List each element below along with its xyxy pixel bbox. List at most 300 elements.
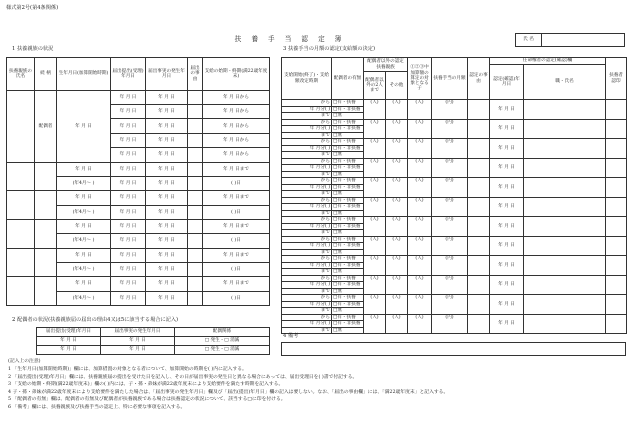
- add-child-cell: (人): [408, 275, 432, 295]
- spouse-have-cell: □有・非扶養: [332, 321, 364, 328]
- non-spouse-other-cell: (人): [386, 119, 408, 139]
- allowance-row: [282, 197, 627, 204]
- add-child-cell: (人): [408, 314, 432, 334]
- birthdate-cell: 年 月 日: [57, 191, 111, 205]
- birthdate-cell: 年 月 日: [57, 277, 111, 291]
- allowance-table: [281, 57, 627, 334]
- auth-date-cell: 年 月 日: [490, 236, 524, 256]
- reason-cell[interactable]: [188, 133, 203, 147]
- dependent-name-cell[interactable]: [7, 162, 35, 191]
- confirm-seal-cell[interactable]: [606, 139, 627, 159]
- reason-cell[interactable]: [188, 234, 203, 248]
- section3-title: 3 扶養手当の月額の認定(支給額の決定): [283, 46, 375, 52]
- dependent-row: [7, 277, 270, 291]
- col-confirm-seal: 扶養者認印: [606, 58, 627, 100]
- col-non-spouse-two: 配偶者以外の2人まで: [364, 72, 386, 100]
- start-period-cell: まで: [282, 230, 332, 237]
- payment-period-cell: ( )日: [203, 205, 270, 219]
- spouse-have-cell: □有・非扶養: [332, 184, 364, 191]
- reason-cell[interactable]: [188, 176, 203, 190]
- reason-cell[interactable]: [468, 217, 490, 237]
- submitted-date-cell: 年 月 日: [111, 205, 146, 219]
- spouse-submitted-cell: 年 月 日: [37, 346, 101, 355]
- non-spouse-other-cell: (人): [386, 295, 408, 315]
- payment-period-cell: 年 月 日まで: [203, 191, 270, 205]
- relation-cell: 配偶者: [35, 90, 57, 162]
- add-child-cell: (人): [408, 295, 432, 315]
- col-spouse-have: 配偶者の有無: [332, 58, 364, 100]
- non-spouse-other-cell: (人): [386, 314, 408, 334]
- spouse-have-cell: □有・非扶養: [332, 106, 364, 113]
- reason-cell[interactable]: [468, 236, 490, 256]
- start-period-cell: から: [282, 236, 332, 243]
- spouse-have-cell: □有・非扶養: [332, 145, 364, 152]
- spouse-have-cell: □有・非扶養: [332, 282, 364, 289]
- monthly-amount-cell: (円): [432, 217, 468, 237]
- start-period-cell: まで: [282, 249, 332, 256]
- submitted-date-cell: 年 月 日: [111, 148, 146, 162]
- payment-period-cell: ( )日: [203, 234, 270, 248]
- reason-cell[interactable]: [468, 100, 490, 120]
- payment-from-cell: 年 月 日から: [203, 119, 270, 133]
- relation-cell[interactable]: [35, 162, 57, 191]
- non-spouse-two-cell: (人): [364, 139, 386, 159]
- birthdate-cell: 年 月 日: [57, 219, 111, 233]
- spouse-have-cell: □無: [332, 210, 364, 217]
- occurrence-date-cell: 年 月 日: [146, 248, 188, 262]
- dependent-row: [7, 248, 270, 262]
- auth-name-cell[interactable]: [524, 178, 606, 198]
- note-item: 5 「配偶者の有無」欄は、配偶者の有無及び配偶者が扶養親族である場合は扶養認定の状況について、該当する□に印を付ける。: [8, 397, 286, 403]
- name-box: [515, 33, 625, 47]
- non-spouse-other-cell: (人): [386, 139, 408, 159]
- remarks-box[interactable]: [281, 342, 626, 356]
- occurrence-date-cell: 年 月 日: [146, 234, 188, 248]
- form-title: 扶 養 手 当 認 定 簿: [234, 35, 346, 43]
- col-dependent-name: 扶養親族の氏名: [7, 58, 35, 91]
- payment-from-cell: 年 月 日から: [203, 105, 270, 119]
- notes: [8, 358, 448, 411]
- auth-name-cell[interactable]: [524, 100, 606, 120]
- submitted-date-cell: 年 月 日: [111, 262, 146, 276]
- auth-date-cell: 年 月 日: [490, 217, 524, 237]
- start-period-cell: から: [282, 295, 332, 302]
- col-authority: 任命権者の認定(確認)欄: [490, 58, 606, 65]
- reason-cell[interactable]: [468, 119, 490, 139]
- payment-period-cell: 年 月 日まで: [203, 162, 270, 176]
- start-period-cell: から: [282, 314, 332, 321]
- col-auth-name: 職・氏名: [524, 65, 606, 100]
- confirm-seal-cell[interactable]: [606, 256, 627, 276]
- dependent-name-cell[interactable]: [7, 277, 35, 306]
- submitted-date-cell: 年 月 日: [111, 277, 146, 291]
- birthdate-note-cell: (年4月〜 ): [57, 291, 111, 305]
- relation-cell[interactable]: [35, 248, 57, 277]
- monthly-amount-cell: (円): [432, 295, 468, 315]
- col-spouse-relation: 配偶関係: [175, 328, 270, 337]
- dependent-row: [7, 162, 270, 176]
- monthly-amount-cell: (円): [432, 100, 468, 120]
- allowance-row: [282, 100, 627, 107]
- reason-cell[interactable]: [468, 158, 490, 178]
- non-spouse-two-cell: (人): [364, 256, 386, 276]
- spouse-have-cell: □無: [332, 132, 364, 139]
- confirm-seal-cell[interactable]: [606, 158, 627, 178]
- non-spouse-other-cell: (人): [386, 275, 408, 295]
- submitted-date-cell: 年 月 日: [111, 176, 146, 190]
- occurrence-date-cell: 年 月 日: [146, 176, 188, 190]
- allowance-row: [282, 217, 627, 224]
- non-spouse-two-cell: (人): [364, 217, 386, 237]
- spouse-have-cell: □有・扶養: [332, 197, 364, 204]
- auth-name-cell[interactable]: [524, 139, 606, 159]
- payment-period-cell: 年 月 日まで: [203, 219, 270, 233]
- relation-cell[interactable]: [35, 219, 57, 248]
- non-spouse-other-cell: (人): [386, 236, 408, 256]
- start-period-cell: から: [282, 217, 332, 224]
- add-child-cell: (人): [408, 256, 432, 276]
- spouse-have-cell: □有・非扶養: [332, 243, 364, 250]
- confirm-seal-cell[interactable]: [606, 236, 627, 256]
- submitted-date-cell: 年 月 日: [111, 234, 146, 248]
- start-period-cell: 年 月分( ): [282, 106, 332, 113]
- spouse-have-cell: □有・扶養: [332, 236, 364, 243]
- birthdate-note-cell: (年4月〜 ): [57, 234, 111, 248]
- name-label: 氏 名: [516, 34, 542, 47]
- occurrence-date-cell: 年 月 日: [146, 262, 188, 276]
- reason-cell[interactable]: [188, 262, 203, 276]
- payment-from-cell: 年 月 日から: [203, 90, 270, 104]
- relation-cell[interactable]: [35, 191, 57, 220]
- start-period-cell: 年 月分( ): [282, 165, 332, 172]
- spouse-have-cell: □有・扶養: [332, 314, 364, 321]
- spouse-have-cell: □有・扶養: [332, 100, 364, 107]
- allowance-row: [282, 236, 627, 243]
- payment-period-cell: ( )日: [203, 291, 270, 305]
- birthdate-note-cell: (年4月〜 ): [57, 205, 111, 219]
- relation-cell[interactable]: [35, 277, 57, 306]
- auth-name-cell[interactable]: [524, 236, 606, 256]
- occurrence-date-cell: 年 月 日: [146, 219, 188, 233]
- start-period-cell: 年 月分( ): [282, 223, 332, 230]
- allowance-row: [282, 139, 627, 146]
- add-child-cell: (人): [408, 178, 432, 198]
- note-item: 3 「支給の始期・終期(満22歳年度末)」欄の( )内には、子・孫・弟妹が満22歳年度末により支給要件を満たす時期を記入する。: [8, 382, 284, 388]
- submitted-date-cell: 年 月 日: [111, 291, 146, 305]
- submitted-date-cell: 年 月 日: [111, 133, 146, 147]
- occurrence-date-cell: 年 月 日: [146, 105, 188, 119]
- submitted-date-cell: 年 月 日: [111, 191, 146, 205]
- reason-cell[interactable]: [188, 248, 203, 262]
- start-period-cell: から: [282, 178, 332, 185]
- non-spouse-other-cell: (人): [386, 217, 408, 237]
- start-period-cell: から: [282, 158, 332, 165]
- col-relation: 続 柄: [35, 58, 57, 91]
- non-spouse-two-cell: (人): [364, 178, 386, 198]
- occurrence-date-cell: 年 月 日: [146, 205, 188, 219]
- non-spouse-two-cell: (人): [364, 295, 386, 315]
- allowance-row: [282, 314, 627, 321]
- allowance-row: [282, 275, 627, 282]
- start-period-cell: から: [282, 197, 332, 204]
- reason-cell[interactable]: [188, 191, 203, 205]
- spouse-row: [37, 346, 270, 355]
- reason-cell[interactable]: [468, 178, 490, 198]
- auth-name-cell[interactable]: [524, 217, 606, 237]
- monthly-amount-cell: (円): [432, 119, 468, 139]
- confirm-seal-cell[interactable]: [606, 178, 627, 198]
- auth-date-cell: 年 月 日: [490, 100, 524, 120]
- allowance-row: [282, 178, 627, 185]
- confirm-seal-cell[interactable]: [606, 217, 627, 237]
- monthly-amount-cell: (円): [432, 275, 468, 295]
- col-monthly-amount: 扶養手当の月額: [432, 58, 468, 100]
- auth-date-cell: 年 月 日: [490, 197, 524, 217]
- occurrence-date-cell: 年 月 日: [146, 133, 188, 147]
- allowance-row: [282, 119, 627, 126]
- spouse-have-cell: □有・非扶養: [332, 165, 364, 172]
- spouse-have-cell: □無: [332, 269, 364, 276]
- payment-from-cell: 年 月 日から: [203, 133, 270, 147]
- reason-cell[interactable]: [468, 197, 490, 217]
- allowance-row: [282, 256, 627, 263]
- reason-cell[interactable]: [188, 291, 203, 305]
- section4-title: 4 備考: [283, 333, 299, 339]
- dependent-row: [7, 90, 270, 104]
- non-spouse-two-cell: (人): [364, 275, 386, 295]
- birthdate-cell: 年 月 日: [57, 162, 111, 176]
- spouse-submitted-cell: 年 月 日: [37, 337, 101, 346]
- auth-date-cell: 年 月 日: [490, 256, 524, 276]
- birthdate-cell: 年 月 日: [57, 90, 111, 162]
- spouse-have-cell: □無: [332, 191, 364, 198]
- start-period-cell: 年 月分( ): [282, 126, 332, 133]
- start-period-cell: 年 月分( ): [282, 204, 332, 211]
- submitted-date-cell: 年 月 日: [111, 219, 146, 233]
- start-period-cell: まで: [282, 171, 332, 178]
- col-payment-period: 支給の始期・終期(満22歳年度末): [203, 58, 270, 91]
- col-add-child: ①②③中加算額の算定の対象となる子: [408, 58, 432, 100]
- non-spouse-two-cell: (人): [364, 314, 386, 334]
- spouse-have-cell: □無: [332, 171, 364, 178]
- auth-date-cell: 年 月 日: [490, 139, 524, 159]
- payment-period-cell: ( )日: [203, 176, 270, 190]
- payment-period-cell: 年 月 日まで: [203, 277, 270, 291]
- reason-cell[interactable]: [188, 205, 203, 219]
- dependents-body: [7, 90, 270, 305]
- confirm-seal-cell[interactable]: [606, 100, 627, 120]
- col-spouse-occurrence: 届出事実の発生年月日: [101, 328, 175, 337]
- spouse-have-cell: □有・扶養: [332, 256, 364, 263]
- auth-name-cell[interactable]: [524, 119, 606, 139]
- col-auth-date: 認定(確認)年月日: [490, 65, 524, 100]
- col-non-spouse: 配偶者以外の認定扶養親族: [364, 58, 408, 72]
- spouse-occurrence-cell: 年 月 日: [101, 346, 175, 355]
- auth-name-cell[interactable]: [524, 314, 606, 334]
- reason-cell[interactable]: [468, 256, 490, 276]
- spouse-have-cell: □無: [332, 230, 364, 237]
- non-spouse-other-cell: (人): [386, 256, 408, 276]
- spouse-have-cell: □無: [332, 249, 364, 256]
- confirm-seal-cell[interactable]: [606, 314, 627, 334]
- dependent-name-cell[interactable]: [7, 248, 35, 277]
- allowance-row: [282, 295, 627, 302]
- spouse-have-cell: □有・扶養: [332, 158, 364, 165]
- spouse-row: [37, 337, 270, 346]
- occurrence-date-cell: 年 月 日: [146, 148, 188, 162]
- spouse-relation-cell: □ 発生・□ 消滅: [175, 337, 270, 346]
- start-period-cell: 年 月分( ): [282, 301, 332, 308]
- add-child-cell: (人): [408, 139, 432, 159]
- auth-name-cell[interactable]: [524, 275, 606, 295]
- name-field[interactable]: [542, 34, 625, 47]
- payment-period-cell: 年 月 日まで: [203, 248, 270, 262]
- non-spouse-two-cell: (人): [364, 158, 386, 178]
- start-period-cell: まで: [282, 132, 332, 139]
- add-child-cell: (人): [408, 158, 432, 178]
- notes-title: (記入上の注意): [8, 359, 41, 364]
- start-period-cell: 年 月分( ): [282, 243, 332, 250]
- start-period-cell: 年 月分( ): [282, 321, 332, 328]
- reason-cell[interactable]: [468, 295, 490, 315]
- start-period-cell: まで: [282, 152, 332, 159]
- confirm-seal-cell[interactable]: [606, 295, 627, 315]
- start-period-cell: まで: [282, 288, 332, 295]
- spouse-have-cell: □有・非扶養: [332, 204, 364, 211]
- col-spouse-submitted: 届出提出(受理)年月日: [37, 328, 101, 337]
- monthly-amount-cell: (円): [432, 197, 468, 217]
- monthly-amount-cell: (円): [432, 236, 468, 256]
- birthdate-note-cell: (年4月〜 ): [57, 176, 111, 190]
- start-period-cell: 年 月分( ): [282, 145, 332, 152]
- spouse-have-cell: □有・扶養: [332, 119, 364, 126]
- start-period-cell: から: [282, 100, 332, 107]
- col-reason: 届出の事由: [188, 58, 203, 91]
- non-spouse-two-cell: (人): [364, 236, 386, 256]
- section2-title: 2 配偶者の状況(扶養親族届の届出の理由4又は5に該当する場合に記入): [12, 317, 179, 323]
- auth-name-cell[interactable]: [524, 197, 606, 217]
- submitted-date-cell: 年 月 日: [111, 105, 146, 119]
- reason-cell[interactable]: [468, 275, 490, 295]
- col-non-spouse-other: その他: [386, 72, 408, 100]
- reason-cell[interactable]: [188, 148, 203, 162]
- confirm-seal-cell[interactable]: [606, 119, 627, 139]
- spouse-occurrence-cell: 年 月 日: [101, 337, 175, 346]
- add-child-cell: (人): [408, 197, 432, 217]
- reason-cell[interactable]: [468, 314, 490, 334]
- non-spouse-two-cell: (人): [364, 100, 386, 120]
- spouse-body: [37, 337, 270, 355]
- add-child-cell: (人): [408, 236, 432, 256]
- auth-date-cell: 年 月 日: [490, 158, 524, 178]
- birthdate-note-cell: (年4月〜 ): [57, 262, 111, 276]
- note-item: 1 「生年月日(加算開始時期)」欄には、加算措置の対象となる者について、加算開始の時期を( )内に記入する。: [8, 367, 247, 373]
- monthly-amount-cell: (円): [432, 314, 468, 334]
- note-item: 4 子・孫・弟妹が満22歳年度末により支給要件を満たした場合は、「届出事実の発生年月日」欄及び「届出(提出)年月日」欄の記入は要しない。なお、「届出の事由欄」には、「満22歳年度末」と記入する。: [8, 389, 449, 395]
- payment-from-cell: 年 月 日から: [203, 148, 270, 162]
- confirm-seal-cell[interactable]: [606, 197, 627, 217]
- spouse-have-cell: □無: [332, 113, 364, 120]
- start-period-cell: から: [282, 256, 332, 263]
- section1-title: 1 扶養親族の状況: [12, 46, 54, 52]
- start-period-cell: まで: [282, 269, 332, 276]
- note-item: 6 「備考」欄には、扶養親族及び扶養手当の認定上、特に必要な事項を記入する。: [8, 404, 186, 410]
- reason-cell[interactable]: [188, 219, 203, 233]
- non-spouse-other-cell: (人): [386, 178, 408, 198]
- dependent-row: [7, 191, 270, 205]
- payment-period-cell: ( )日: [203, 262, 270, 276]
- dependent-row: [7, 219, 270, 233]
- spouse-have-cell: □無: [332, 327, 364, 334]
- occurrence-date-cell: 年 月 日: [146, 291, 188, 305]
- submitted-date-cell: 年 月 日: [111, 90, 146, 104]
- reason-cell[interactable]: [188, 162, 203, 176]
- non-spouse-two-cell: (人): [364, 119, 386, 139]
- spouse-relation-cell: □ 発生・□ 消滅: [175, 346, 270, 355]
- spouse-have-cell: □有・非扶養: [332, 262, 364, 269]
- dependent-name-cell[interactable]: [7, 191, 35, 220]
- start-period-cell: まで: [282, 327, 332, 334]
- occurrence-date-cell: 年 月 日: [146, 277, 188, 291]
- spouse-have-cell: □有・扶養: [332, 217, 364, 224]
- col-birthdate: 生年月日(加算開始時期): [57, 58, 111, 91]
- dependent-name-cell[interactable]: [7, 219, 35, 248]
- auth-name-cell[interactable]: [524, 295, 606, 315]
- start-period-cell: から: [282, 275, 332, 282]
- spouse-have-cell: □無: [332, 288, 364, 295]
- auth-date-cell: 年 月 日: [490, 178, 524, 198]
- occurrence-date-cell: 年 月 日: [146, 119, 188, 133]
- note-item: 2 「届出提出(受理)年月日」欄には、扶養親族届の提出を受けた日を記入し、その日が届出事実の発生日と異なる場合にあっては、届出受理日を( )書で付記する。: [8, 374, 358, 380]
- allowance-body: [282, 100, 627, 334]
- auth-date-cell: 年 月 日: [490, 314, 524, 334]
- add-child-cell: (人): [408, 119, 432, 139]
- reason-cell[interactable]: [188, 105, 203, 119]
- spouse-have-cell: □無: [332, 152, 364, 159]
- reason-cell[interactable]: [188, 277, 203, 291]
- occurrence-date-cell: 年 月 日: [146, 90, 188, 104]
- auth-date-cell: 年 月 日: [490, 119, 524, 139]
- spouse-have-cell: □有・非扶養: [332, 126, 364, 133]
- col-reason: 認定の事由: [468, 58, 490, 100]
- start-period-cell: まで: [282, 210, 332, 217]
- monthly-amount-cell: (円): [432, 256, 468, 276]
- non-spouse-other-cell: (人): [386, 197, 408, 217]
- start-period-cell: 年 月分( ): [282, 282, 332, 289]
- auth-name-cell[interactable]: [524, 158, 606, 178]
- auth-name-cell[interactable]: [524, 256, 606, 276]
- allowance-row: [282, 158, 627, 165]
- dependent-name-cell[interactable]: [7, 90, 35, 162]
- start-period-cell: まで: [282, 308, 332, 315]
- non-spouse-other-cell: (人): [386, 100, 408, 120]
- non-spouse-two-cell: (人): [364, 197, 386, 217]
- monthly-amount-cell: (円): [432, 139, 468, 159]
- start-period-cell: まで: [282, 113, 332, 120]
- start-period-cell: まで: [282, 191, 332, 198]
- confirm-seal-cell[interactable]: [606, 275, 627, 295]
- reason-cell[interactable]: [188, 90, 203, 104]
- reason-cell[interactable]: [188, 119, 203, 133]
- start-period-cell: 年 月分( ): [282, 184, 332, 191]
- add-child-cell: (人): [408, 100, 432, 120]
- spouse-have-cell: □無: [332, 308, 364, 315]
- col-submitted-date: 届出提出(受理)年月日: [111, 58, 146, 91]
- add-child-cell: (人): [408, 217, 432, 237]
- auth-date-cell: 年 月 日: [490, 275, 524, 295]
- start-period-cell: から: [282, 139, 332, 146]
- reason-cell[interactable]: [468, 139, 490, 159]
